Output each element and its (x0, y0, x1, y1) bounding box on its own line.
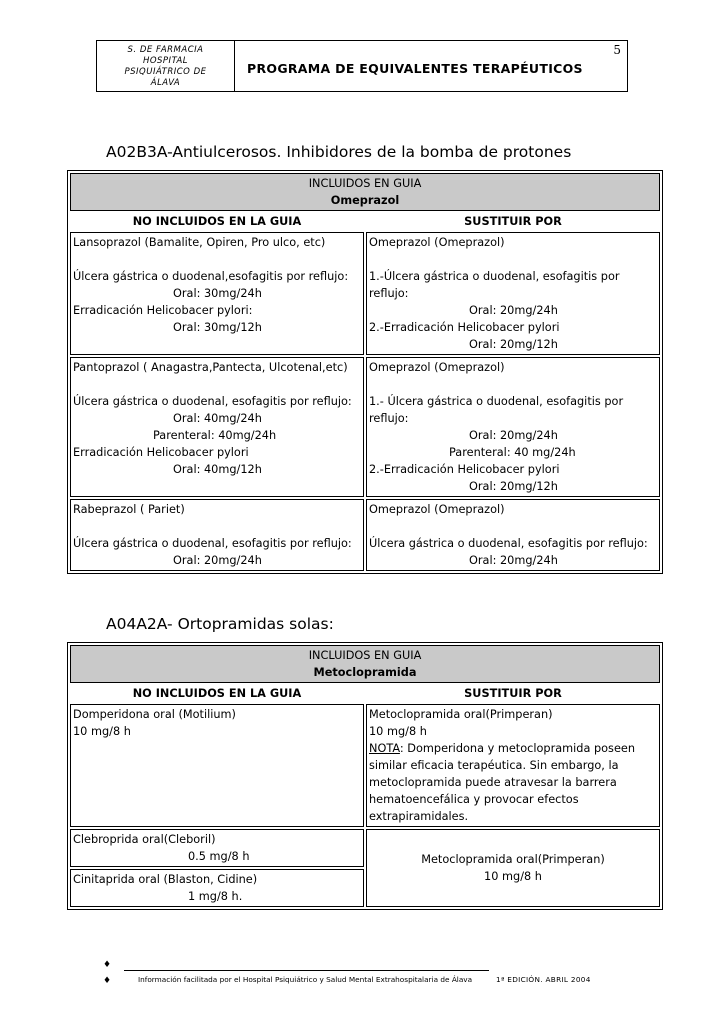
dose: Oral: 40mg/12h (173, 463, 262, 476)
drug-name: Domperidona oral (Motilium) (73, 708, 236, 721)
indication: Úlcera gástrica o duodenal, esofagitis por reflujo: (369, 537, 648, 550)
page-header (96, 40, 628, 92)
table-row (70, 829, 660, 867)
indication: 2.-Erradicación Helicobacer pylori (369, 463, 560, 476)
indication: Erradicación Helicobacer pylori (73, 446, 249, 459)
column-header-substitute: SUSTITUIR POR (464, 215, 562, 228)
included-drug: Metoclopramida (313, 666, 417, 679)
table-row (70, 704, 660, 827)
drug-name: Clebroprida oral(Cleboril) (73, 833, 216, 846)
dose: Oral: 30mg/24h (173, 287, 262, 300)
column-header-substitute: SUSTITUIR POR (464, 687, 562, 700)
drug-name: Omeprazol (Omeprazol) (369, 503, 505, 516)
drug-name: Pantoprazol ( Anagastra,Pantecta, Ulcotenal,etc) (73, 361, 348, 374)
department-block (97, 41, 235, 91)
not-included-cell (70, 829, 364, 867)
bullet-diamond-icon: ♦ (103, 960, 112, 970)
column-header-not-included: NO INCLUIDOS EN LA GUIA (132, 687, 302, 700)
dept-line-3: PSIQUIÁTRICO DE (124, 67, 207, 77)
footer-text: Información facilitada por el Hospital Psiquiátrico y Salud Mental Extrahospitalaria de Álava (138, 975, 473, 984)
footer-divider (124, 970, 489, 971)
dose: Oral: 40mg/24h (173, 412, 262, 425)
dept-line-2: HOSPITAL (142, 56, 189, 66)
footer-edition: 1ª EDICIÓN. ABRIL 2004 (496, 975, 591, 984)
equivalence-table-ortopramidas (67, 642, 663, 910)
substitute-cell (366, 232, 660, 355)
dose: Oral: 20mg/12h (469, 480, 558, 493)
table-row (70, 357, 660, 497)
included-label: INCLUIDOS EN GUIA (308, 649, 422, 662)
drug-name: Rabeprazol ( Pariet) (73, 503, 185, 516)
not-included-cell (70, 869, 364, 907)
section-1-title: A02B3A-Antiulcerosos. Inhibidores de la bomba de protones (106, 143, 572, 161)
column-header-not-included: NO INCLUIDOS EN LA GUIA (132, 215, 302, 228)
dose: Oral: 20mg/24h (469, 554, 558, 567)
equivalence-table-ppi (67, 170, 663, 574)
indication: Úlcera gástrica o duodenal,esofagitis por reflujo: (73, 270, 349, 283)
substitute-cell (366, 829, 660, 907)
drug-name: Omeprazol (Omeprazol) (369, 361, 505, 374)
dose: Oral: 20mg/24h (173, 554, 262, 567)
indication: 1.-Úlcera gástrica o duodenal, esofagitis por reflujo: (369, 270, 620, 300)
document-title: PROGRAMA DE EQUIVALENTES TERAPÉUTICOS (247, 61, 583, 76)
included-drug: Omeprazol (330, 194, 400, 207)
included-header (70, 645, 660, 683)
indication: Erradicación Helicobacer pylori: (73, 304, 253, 317)
included-label: INCLUIDOS EN GUIA (308, 177, 422, 190)
note-text: : Domperidona y metoclopramida poseen similar eficacia terapéutica. Sin embargo, la metoclopramida puede atravesar la barrera hematoencefálica y provocar efectos extrapiramidales. (369, 742, 636, 823)
dose: Oral: 20mg/12h (469, 338, 558, 351)
drug-name: Cinitaprida oral (Blaston, Cidine) (73, 873, 258, 886)
included-header (70, 173, 660, 211)
drug-name: Metoclopramida oral(Primperan) (421, 853, 605, 866)
indication: Úlcera gástrica o duodenal, esofagitis por reflujo: (73, 537, 352, 550)
note (369, 740, 657, 825)
not-included-cell (70, 357, 364, 497)
bullet-diamond-icon: ♦ (103, 976, 112, 986)
indication: Úlcera gástrica o duodenal, esofagitis por reflujo: (73, 395, 352, 408)
dept-line-4: ÁLAVA (150, 78, 181, 88)
dose: Oral: 20mg/24h (469, 429, 558, 442)
drug-name: Lansoprazol (Bamalite, Opiren, Pro ulco, etc) (73, 236, 326, 249)
drug-name: Metoclopramida oral(Primperan) (369, 708, 553, 721)
dose: 0.5 mg/8 h (188, 850, 250, 863)
not-included-cell (70, 232, 364, 355)
section-2-title: A04A2A- Ortopramidas solas: (106, 615, 334, 633)
note-label: NOTA (369, 742, 400, 755)
indication: 1.- Úlcera gástrica o duodenal, esofagitis por reflujo: (369, 395, 624, 425)
substitute-cell (366, 704, 660, 827)
not-included-cell (70, 704, 364, 827)
dept-line-1: S. DE FARMACIA (127, 45, 204, 55)
page-number: 5 (613, 43, 621, 57)
drug-name: Omeprazol (Omeprazol) (369, 236, 505, 249)
dose: 10 mg/8 h (369, 725, 427, 738)
dose: 10 mg/8 h (484, 870, 542, 883)
indication: 2.-Erradicación Helicobacer pylori (369, 321, 560, 334)
dose: Oral: 20mg/24h (469, 304, 558, 317)
table-row (70, 232, 660, 355)
dose: Parenteral: 40 mg/24h (449, 446, 576, 459)
dose: Oral: 30mg/12h (173, 321, 262, 334)
dose: Parenteral: 40mg/24h (153, 429, 277, 442)
substitute-cell (366, 499, 660, 571)
dose: 10 mg/8 h (73, 725, 131, 738)
not-included-cell (70, 499, 364, 571)
substitute-cell (366, 357, 660, 497)
dose: 1 mg/8 h. (188, 890, 243, 903)
table-row (70, 499, 660, 571)
